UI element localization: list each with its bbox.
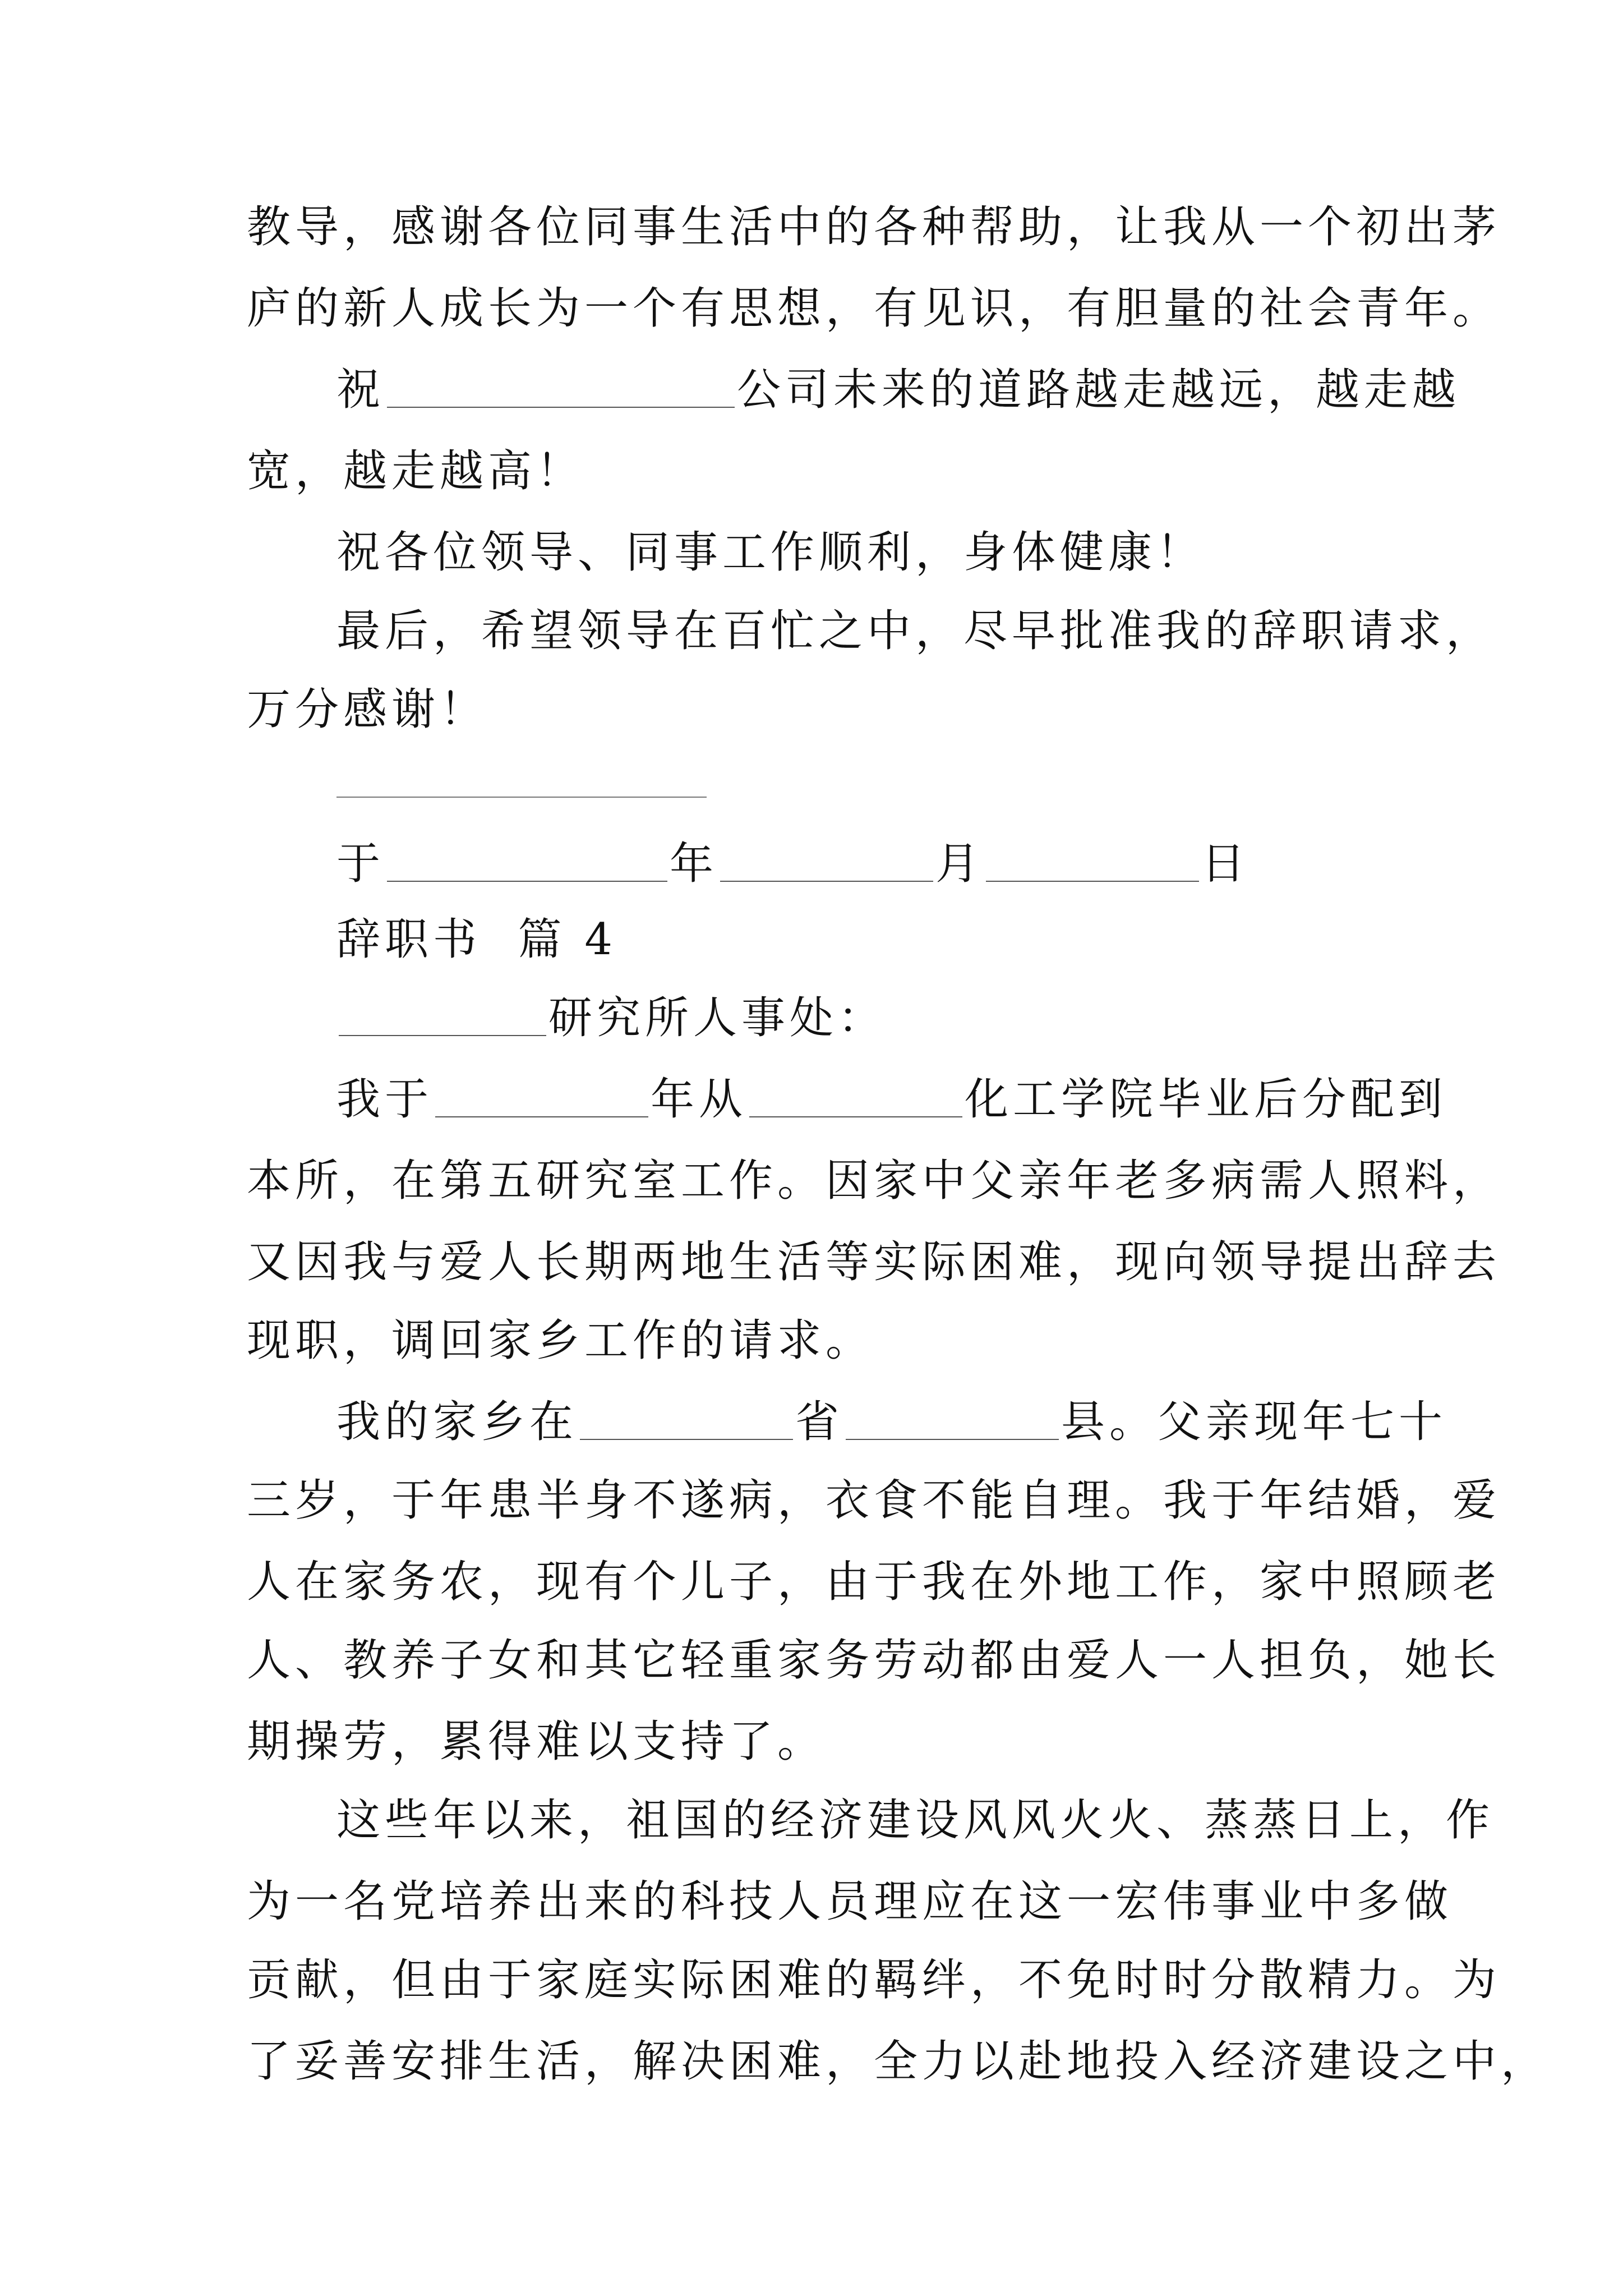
text-line [336, 1792, 1494, 1848]
text-line [247, 1714, 826, 1770]
text-line [336, 524, 1205, 581]
text-span: 祝 [336, 365, 385, 415]
text-span: 最后，希望领导在百忙之中，尽早批准我的辞职请求， [336, 606, 1495, 656]
fill-in-blank [749, 1077, 962, 1117]
text-span: 于 [336, 839, 385, 889]
text-line [247, 1473, 1501, 1529]
section-title [336, 912, 617, 968]
text-span: 祝各位领导、同事工作顺利，身体健康！ [336, 527, 1205, 578]
text-span: 期操劳，累得难以支持了。 [247, 1717, 826, 1767]
text-span: 年从 [651, 1074, 748, 1125]
fill-in-blank [387, 841, 667, 882]
text-span: 人、教养子女和其它轻重家务劳动都由爱人一人担负，她长 [247, 1635, 1501, 1686]
text-line [247, 199, 1501, 255]
text-line [247, 1952, 1501, 2008]
text-line [247, 280, 1501, 337]
text-span: 贡献，但由于家庭实际困难的羁绊，不免时时分散精力。为 [247, 1955, 1501, 2005]
text-line [247, 2033, 1549, 2090]
fill-in-blank [580, 1400, 793, 1440]
text-span: 三岁，于年患半身不遂病，衣食不能自理。我于年结婚，爱 [247, 1475, 1501, 1526]
text-span: 宽，越走越高！ [247, 446, 585, 496]
text-span: 又因我与爱人长期两地生活等实际困难，现向领导提出辞去 [247, 1237, 1501, 1287]
text-line [336, 1071, 1447, 1128]
text-span: 现职，调回家乡工作的请求。 [247, 1315, 874, 1366]
text-line [247, 1234, 1501, 1290]
fill-in-blank [339, 996, 546, 1036]
text-span: 研究所人事处： [548, 993, 887, 1043]
text-span: 辞职书 篇 4 [336, 914, 617, 965]
text-span: 为一名党培养出来的科技人员理应在这一宏伟事业中多做 [247, 1876, 1453, 1927]
text-span: 日 [1201, 839, 1250, 889]
text-span: 月 [935, 839, 984, 889]
text-span: 人在家务农，现有个儿子，由于我在外地工作，家中照顾老 [247, 1557, 1501, 1607]
text-span: 本所，在第五研究室工作。因家中父亲年老多病需人照料， [247, 1156, 1501, 1206]
text-span: 县。父亲现年七十 [1061, 1397, 1447, 1447]
text-line [247, 443, 584, 499]
text-span: 了妥善安排生活，解决困难，全力以赴地投入经济建设之中， [247, 2036, 1550, 2087]
text-span: 年 [670, 839, 718, 889]
fill-in-blank [846, 1400, 1059, 1440]
signature-line [336, 797, 707, 798]
text-span: 庐的新人成长为一个有思想，有见识，有胆量的社会青年。 [247, 283, 1501, 334]
addressee-line [336, 990, 886, 1046]
text-line [247, 1153, 1501, 1209]
fill-in-blank [387, 367, 735, 408]
text-line [247, 682, 488, 738]
text-line [336, 1394, 1447, 1450]
text-line [336, 603, 1494, 659]
text-line [336, 362, 1460, 418]
text-span: 我于 [336, 1074, 434, 1125]
text-span: 教导，感谢各位同事生活中的各种帮助，让我从一个初出茅 [247, 202, 1501, 252]
text-line [247, 1874, 1453, 1930]
fill-in-blank [435, 1077, 648, 1117]
fill-in-blank [986, 841, 1199, 882]
text-span: 省 [795, 1397, 844, 1447]
text-span: 我的家乡在 [336, 1397, 578, 1447]
text-line [247, 1632, 1501, 1688]
text-span: 公司未来的道路越走越远，越走越 [737, 365, 1461, 415]
date-line [336, 836, 1249, 892]
fill-in-blank [720, 841, 933, 882]
text-span: 化工学院毕业后分配到 [965, 1074, 1447, 1125]
text-line [247, 1554, 1501, 1610]
text-span: 这些年以来，祖国的经济建设风风火火、蒸蒸日上，作 [336, 1795, 1495, 1846]
text-line [247, 1313, 874, 1369]
text-span: 万分感谢！ [247, 684, 488, 735]
